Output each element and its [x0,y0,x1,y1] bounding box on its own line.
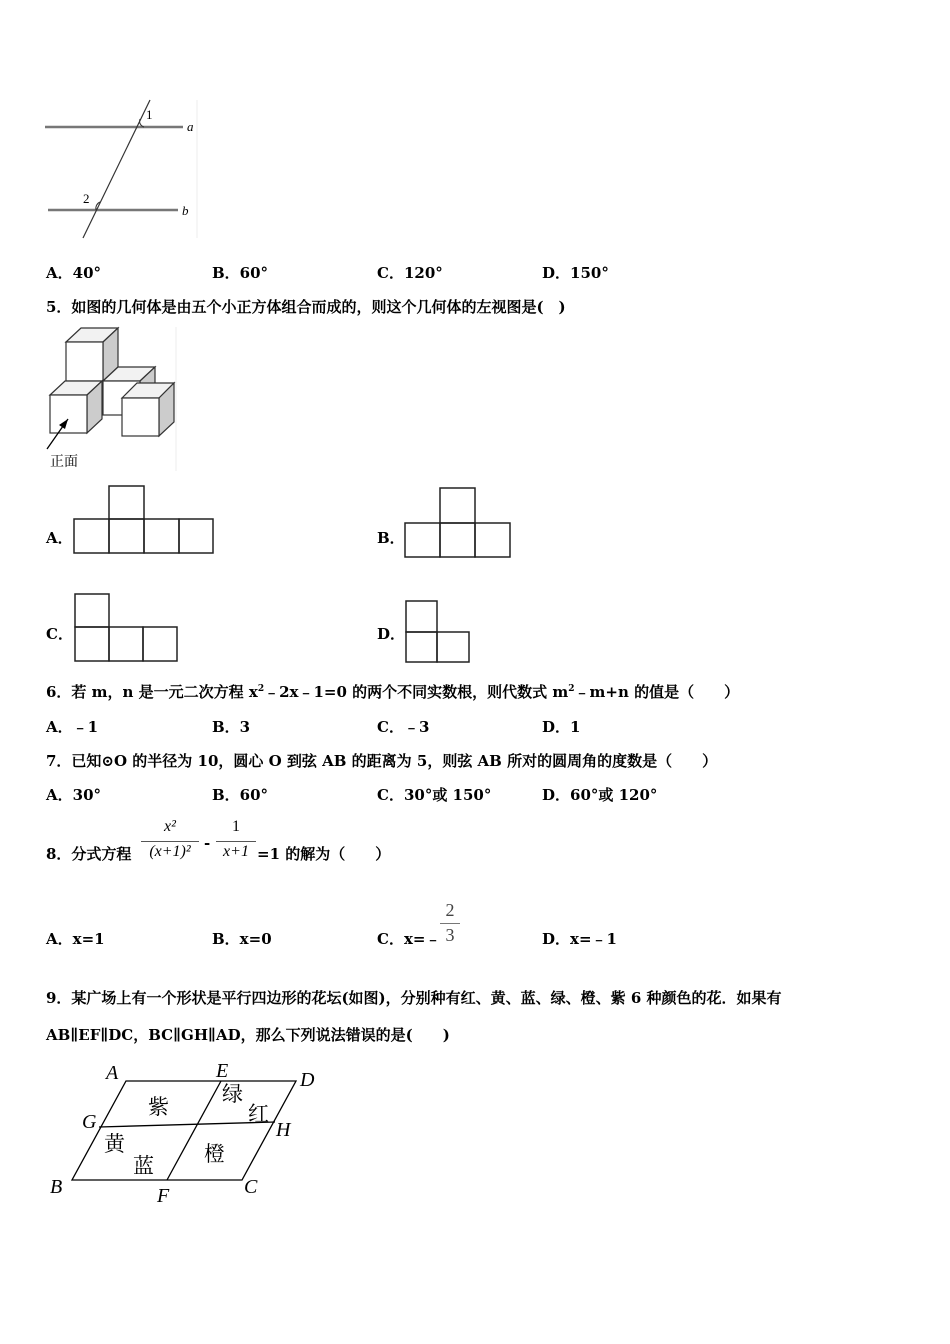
q5-option-a-figure [73,484,215,556]
q9-stem-line1: 9．某广场上有一个形状是平行四边形的花坛(如图)，分别种有红、黄、蓝、绿、橙、紫 6 种颜色的花．如果有 [46,989,782,1007]
vertex-d-label: D [300,1069,315,1091]
q7-option-c: C．30°或 150° [377,786,492,804]
q6-option-b: B．3 [212,718,251,736]
point-g-label: G [82,1111,97,1133]
line-b-label: b [182,203,189,218]
q4-option-d: D．150° [542,264,609,282]
q7-option-d: D．60°或 120° [542,786,658,804]
parallelogram-abcd [72,1081,296,1180]
q6-option-d: D．1 [542,718,581,736]
q8-stem-prefix: 8．分式方程 [46,845,132,863]
q8-stem-suffix: =1 的解为（ ） [257,845,391,863]
angle-2-label: 2 [83,191,90,206]
point-f-label: F [157,1185,170,1207]
q9-stem-line2: AB∥EF∥DC，BC∥GH∥AD，那么下列说法错误的是( ) [46,1026,450,1044]
vertex-a-label: A [106,1062,119,1084]
q8-fraction-1 [141,818,199,861]
region-orange: 橙 [204,1142,225,1166]
q8-option-b: B．x=0 [212,930,272,948]
region-red: 红 [248,1102,269,1126]
q8-option-c-denominator: 3 [445,925,455,945]
q8-option-c-prefix: C．x=﹣ [377,930,441,948]
q5-option-b-figure [403,486,513,560]
q8-option-c-numerator: 2 [445,900,455,920]
line-a-label: a [187,119,194,134]
point-e-label: E [216,1060,229,1082]
q8-minus: - [204,834,211,852]
q8-frac2-numerator: 1 [232,818,240,835]
region-yellow: 黄 [104,1132,125,1156]
q5-option-d-figure [404,599,474,665]
q6-option-a: A．﹣1 [46,718,99,736]
parallelogram-flowerbed-figure [44,1058,334,1208]
q8-frac1-denominator: (x+1)² [149,843,191,860]
front-label: 正面 [50,454,78,470]
q8-fraction-2 [216,818,256,861]
region-purple: 紫 [148,1095,169,1119]
q5-option-c-label: C． [46,625,73,643]
q5-option-a-label: A． [46,529,73,547]
angle-1-label: 1 [146,107,153,122]
q8-option-a: A．x=1 [46,930,105,948]
q7-option-a: A．30° [46,786,102,804]
q4-option-b: B．60° [212,264,269,282]
region-blue: 蓝 [133,1154,154,1178]
q8-frac2-denominator: x+1 [223,843,249,860]
q8-option-c-fraction [440,900,460,946]
q8-option-d: D．x=﹣1 [542,930,617,948]
q5-stem: 5．如图的几何体是由五个小正方体组合而成的，则这个几何体的左视图是( ) [46,298,566,316]
q5-option-d-label: D． [377,625,406,643]
vertex-c-label: C [244,1176,258,1198]
q5-option-c-figure [73,592,181,664]
q4-option-c: C．120° [377,264,443,282]
q6-option-c: C．﹣3 [377,718,430,736]
q7-stem: 7．已知⊙O 的半径为 10，圆心 O 到弦 AB 的距离为 5，则弦 AB 所对的圆周角的度数是（ ） [46,752,718,770]
parallel-lines-figure [40,95,205,245]
vertex-b-label: B [50,1176,63,1198]
q6-stem: 6．若 m，n 是一元二次方程 $x^2﹣2x﹣1=0$ 的两个不同实数根，则代数式 $m^2﹣m+n$ 的值是（ ） [46,683,740,701]
cube-solid-figure [44,325,179,473]
point-h-label: H [276,1119,291,1141]
q4-option-a: A．40° [46,264,102,282]
q8-frac1-numerator: x² [164,818,176,835]
q5-option-b-label: B． [377,529,405,547]
region-green: 绿 [222,1082,243,1106]
q7-option-b: B．60° [212,786,269,804]
